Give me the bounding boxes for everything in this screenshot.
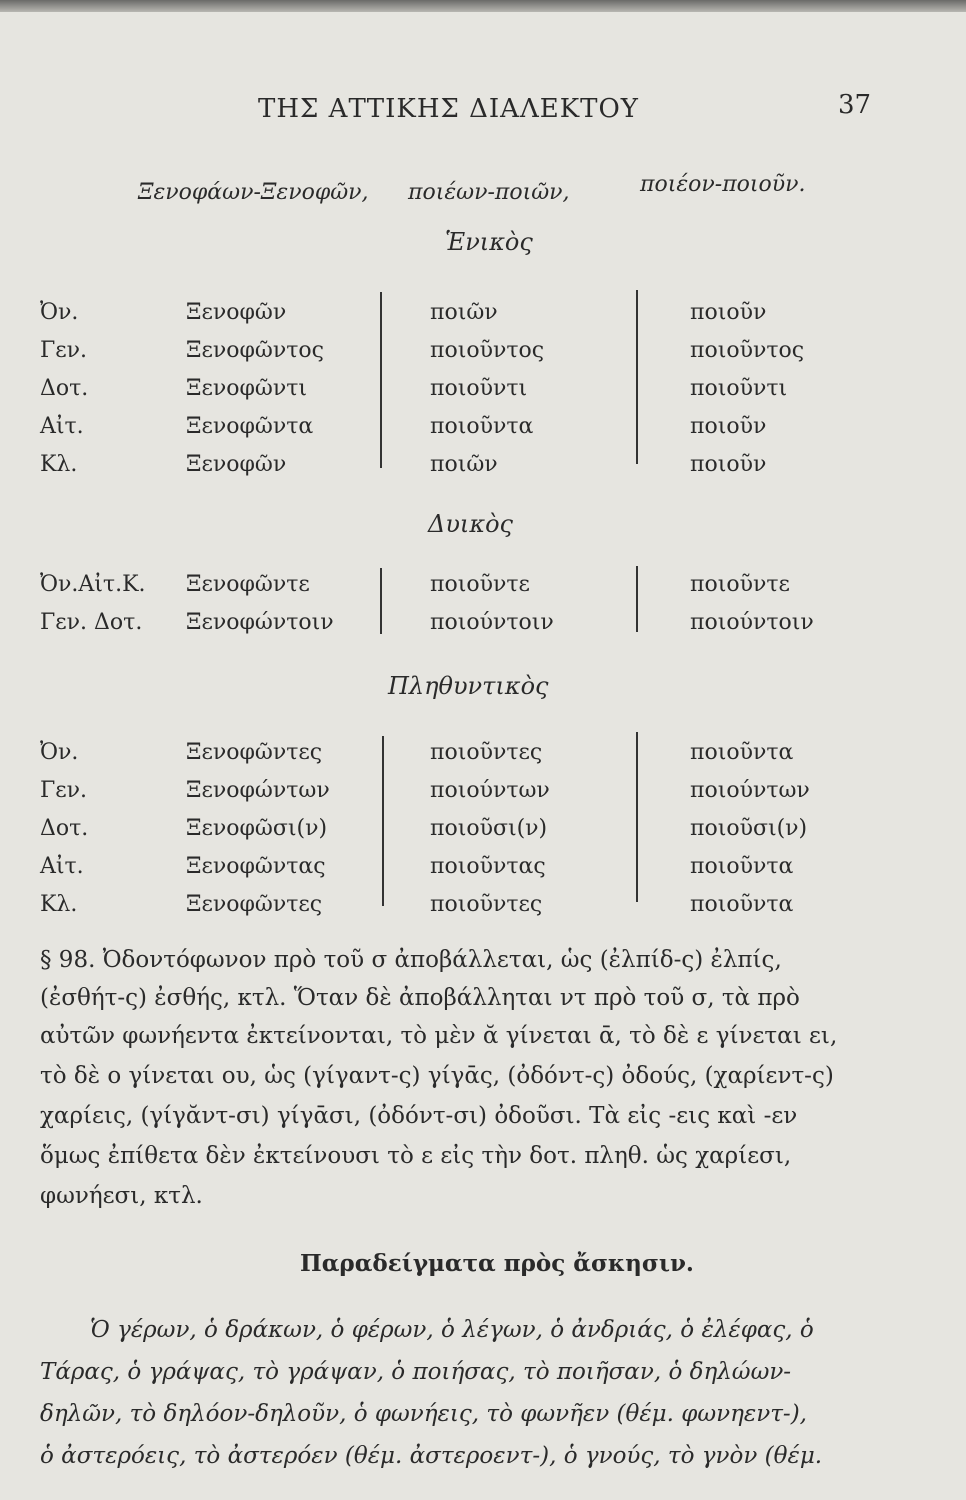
form-xenophon: Ξενοφάων-Ξενοφῶν, xyxy=(138,180,369,205)
plural-heading: Πληθυντικὸς xyxy=(388,672,549,700)
poion-form: ποιῶν xyxy=(430,300,498,325)
exercise-line: δηλῶν, τὸ δηλόον-δηλοῦν, ὁ φωνήεις, τὸ φωνῆεν (θέμ. φωνηεντ-), xyxy=(40,1401,807,1427)
case-label: Δοτ. xyxy=(40,376,89,401)
case-label: Ὀν.Αἰτ.Κ. xyxy=(40,572,146,597)
singular-divider-1 xyxy=(380,292,382,468)
form-poioun: ποιέον-ποιοῦν. xyxy=(640,172,806,197)
exercises-heading: Παραδείγματα πρὸς ἄσκησιν. xyxy=(300,1250,694,1277)
section-98-line: χαρίεις, (γίγᾰντ-σι) γίγᾱσι, (ὀδόντ-σι) ὀδοῦσι. Τὰ εἰς -εις καὶ -εν xyxy=(40,1103,798,1129)
case-label: Ὀν. xyxy=(40,740,79,765)
poion-form: ποιοῦντε xyxy=(430,572,530,597)
xenophon-form: Ξενοφῶντες xyxy=(186,740,323,765)
exercise-line: ὁ ἀστερόεις, τὸ ἀστερόεν (θέμ. ἀστεροεντ-), ὁ γνούς, τὸ γνὸν (θέμ. xyxy=(40,1443,823,1469)
case-label: Αἰτ. xyxy=(40,414,84,439)
case-label: Κλ. xyxy=(40,452,78,477)
form-poion: ποιέων-ποιῶν, xyxy=(408,180,570,205)
section-98-line: § 98. Ὀδοντόφωνον πρὸ τοῦ σ ἀποβάλλεται, ὡς (ἐλπίδ-ς) ἐλπίς, xyxy=(40,947,782,973)
case-label: Δοτ. xyxy=(40,816,89,841)
xenophon-form: Ξενοφῶντας xyxy=(186,854,326,879)
case-label: Κλ. xyxy=(40,892,78,917)
singular-heading: Ἑνικὸς xyxy=(445,228,533,256)
xenophon-form: Ξενοφῶσι(ν) xyxy=(186,816,328,841)
section-98-line: ὅμως ἐπίθετα δὲν ἐκτείνουσι τὸ ε εἰς τὴν δοτ. πληθ. ὡς χαρίεσι, xyxy=(40,1143,792,1169)
poioun-form: ποιοῦν xyxy=(690,300,767,325)
poion-form: ποιοῦντας xyxy=(430,854,546,879)
xenophon-form: Ξενοφῶντε xyxy=(186,572,310,597)
poion-form: ποιοῦσι(ν) xyxy=(430,816,548,841)
poion-form: ποιούντοιν xyxy=(430,610,554,635)
section-98-line: φωνήεσι, κτλ. xyxy=(40,1183,203,1209)
poioun-form: ποιοῦντα xyxy=(690,892,794,917)
singular-divider-2 xyxy=(636,290,638,464)
poioun-form: ποιοῦντα xyxy=(690,854,794,879)
poioun-form: ποιούντων xyxy=(690,778,810,803)
poioun-form: ποιοῦντος xyxy=(690,338,805,363)
poion-form: ποιοῦντι xyxy=(430,376,528,401)
section-98-line: τὸ δὲ ο γίνεται ου, ὡς (γίγαντ-ς) γίγᾱς, (ὀδόντ-ς) ὀδούς, (χαρίεντ-ς) xyxy=(40,1063,834,1089)
xenophon-form: Ξενοφῶν xyxy=(186,300,287,325)
xenophon-form: Ξενοφώντων xyxy=(186,778,330,803)
poion-form: ποιοῦντα xyxy=(430,414,534,439)
poioun-form: ποιοῦν xyxy=(690,452,767,477)
scan-edge xyxy=(0,0,966,12)
poion-form: ποιοῦντος xyxy=(430,338,545,363)
case-label: Γεν. xyxy=(40,338,88,363)
poion-form: ποιῶν xyxy=(430,452,498,477)
xenophon-form: Ξενοφῶντος xyxy=(186,338,324,363)
xenophon-form: Ξενοφῶντες xyxy=(186,892,323,917)
page-number: 37 xyxy=(838,90,872,120)
dual-divider-2 xyxy=(636,566,638,632)
running-header: ΤΗΣ ΑΤΤΙΚΗΣ ΔΙΑΛΕΚΤΟΥ xyxy=(258,94,639,124)
case-label: Γεν. xyxy=(40,778,88,803)
dual-heading: Δυικὸς xyxy=(428,510,513,538)
xenophon-form: Ξενοφῶντι xyxy=(186,376,308,401)
section-98-line: (ἐσθήτ-ς) ἐσθής, κτλ. Ὅταν δὲ ἀποβάλληται ντ πρὸ τοῦ σ, τὰ πρὸ xyxy=(40,985,800,1011)
xenophon-form: Ξενοφῶν xyxy=(186,452,287,477)
poion-form: ποιοῦντες xyxy=(430,892,543,917)
case-label: Αἰτ. xyxy=(40,854,84,879)
poion-form: ποιούντων xyxy=(430,778,550,803)
exercise-line: Τάρας, ὁ γράψας, τὸ γράψαν, ὁ ποιήσας, τὸ ποιῆσαν, ὁ δηλώων- xyxy=(40,1359,792,1385)
plural-divider-1 xyxy=(382,736,384,906)
poioun-form: ποιοῦντα xyxy=(690,740,794,765)
exercise-line: Ὁ γέρων, ὁ δράκων, ὁ φέρων, ὁ λέγων, ὁ ἀνδριάς, ὁ ἐλέφας, ὁ xyxy=(90,1317,814,1343)
plural-divider-2 xyxy=(636,732,638,902)
xenophon-form: Ξενοφώντοιν xyxy=(186,610,334,635)
poioun-form: ποιούντοιν xyxy=(690,610,814,635)
poioun-form: ποιοῦντι xyxy=(690,376,788,401)
case-label: Γεν. Δοτ. xyxy=(40,610,143,635)
poion-form: ποιοῦντες xyxy=(430,740,543,765)
poioun-form: ποιοῦσι(ν) xyxy=(690,816,808,841)
dual-divider-1 xyxy=(380,568,382,634)
case-label: Ὀν. xyxy=(40,300,79,325)
poioun-form: ποιοῦντε xyxy=(690,572,790,597)
section-98-line: αὐτῶν φωνήεντα ἐκτείνονται, τὸ μὲν ᾰ γίνεται ᾱ, τὸ δὲ ε γίνεται ει, xyxy=(40,1023,838,1049)
xenophon-form: Ξενοφῶντα xyxy=(186,414,314,439)
poioun-form: ποιοῦν xyxy=(690,414,767,439)
